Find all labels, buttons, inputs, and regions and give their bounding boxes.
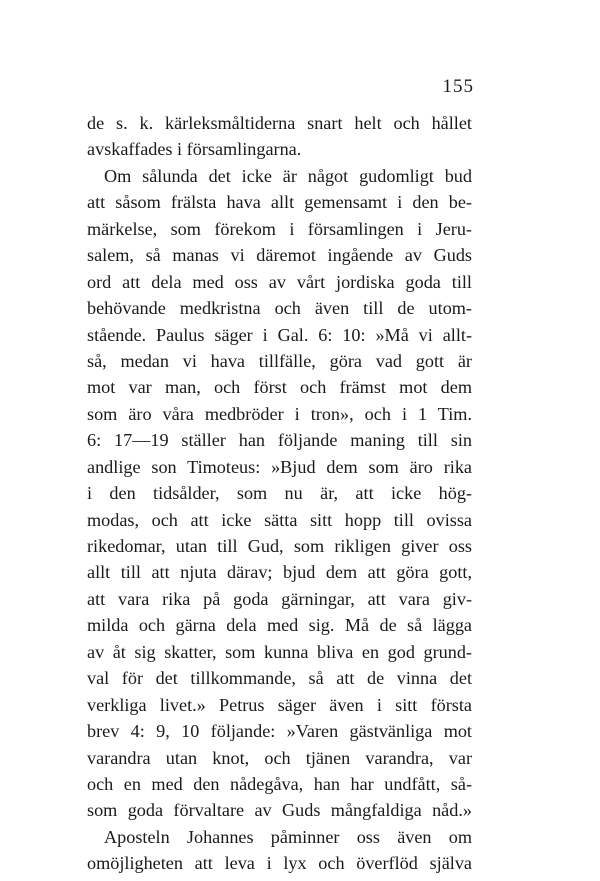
text-line: avskaffades i församlingarna. xyxy=(87,139,302,160)
text-line: så, medan vi hava tillfälle, göra vad gott är xyxy=(87,350,472,371)
text-line: som äro våra medbröder i tron», och i 1 Tim. xyxy=(87,403,472,424)
text-line: mot var man, och först och främst mot dem xyxy=(87,377,472,398)
text-line: märkelse, som förekom i församlingen i Jeru- xyxy=(87,218,472,239)
text-line: att såsom frälsta hava allt gemensamt i den be- xyxy=(87,192,472,213)
text-line: att vara rika på goda gärningar, att vara giv- xyxy=(87,588,472,609)
text-line: och en med den nådegåva, han har undfått, så- xyxy=(87,773,472,794)
page-number: 155 xyxy=(442,76,474,97)
text-line: Aposteln Johannes påminner oss även om xyxy=(104,826,472,847)
body-text xyxy=(87,110,472,877)
text-line: som goda förvaltare av Guds mångfaldiga nåd.» xyxy=(87,800,472,821)
text-line: brev 4: 9, 10 följande: »Varen gästvänliga mot xyxy=(87,721,472,742)
text-line: Om sålunda det icke är något gudomligt bud xyxy=(104,165,472,186)
text-line: ord att dela med oss av vårt jordiska goda till xyxy=(87,271,472,292)
text-line: milda och gärna dela med sig. Må de så lägga xyxy=(87,615,472,636)
text-line: i den tidsålder, som nu är, att icke hög- xyxy=(87,483,472,504)
text-line: allt till att njuta därav; bjud dem att göra gott, xyxy=(87,562,472,583)
text-line: omöjligheten att leva i lyx och överflöd själva xyxy=(87,853,472,874)
text-line: av åt sig skatter, som kunna bliva en god grund- xyxy=(87,641,472,662)
text-line: behövande medkristna och även till de utom- xyxy=(87,298,472,319)
text-line: verkliga livet.» Petrus säger även i sitt första xyxy=(87,694,472,715)
text-line: val för det tillkommande, så att de vinna det xyxy=(87,668,472,689)
text-line: andlige son Timoteus: »Bjud dem som äro rika xyxy=(87,456,472,477)
text-line: salem, så manas vi däremot ingående av Guds xyxy=(87,245,472,266)
text-line: stående. Paulus säger i Gal. 6: 10: »Må vi allt- xyxy=(87,324,472,345)
text-line: rikedomar, utan till Gud, som rikligen giver oss xyxy=(87,536,472,556)
text-line: modas, och att icke sätta sitt hopp till ovissa xyxy=(87,509,472,530)
text-line: de s. k. kärleksmåltiderna snart helt och hållet xyxy=(87,113,472,133)
text-line: varandra utan knot, och tjänen varandra, var xyxy=(87,747,472,768)
text-line: 6: 17—19 ställer han följande maning till sin xyxy=(87,430,472,451)
